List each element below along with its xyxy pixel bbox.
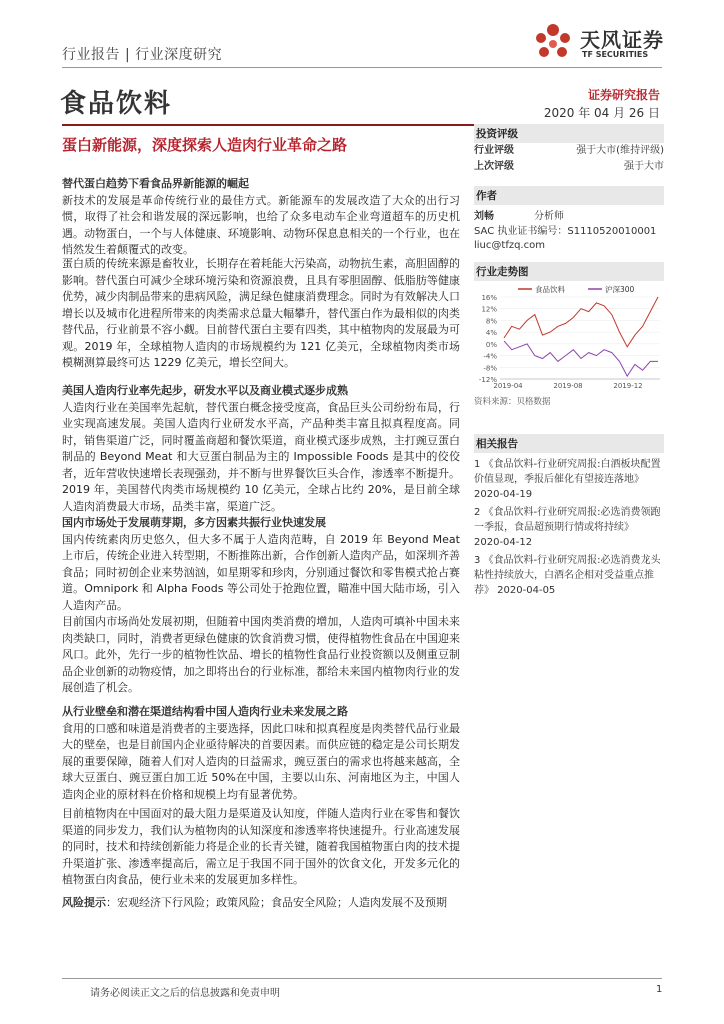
paragraph: 目前植物肉在中国面对的最大阻力是渠道及认知度，伴随人造肉行业在零售和餐饮渠道的同步发力，我们认为植物肉的认知深度和渗透率将快速提升。行业高速发展的同时，技术和持续创新能力将是企业的长青关键，随着我国植物蛋白肉的技术提升渠道扩张、渗透率提高后，需立足于我国不同于国外的饮食文化，开发多元化的植物蛋白肉食品，使行业未来的发展更加多样性。 (62, 807, 460, 886)
y-tick-label: 4% (485, 329, 497, 338)
header-divider (62, 67, 662, 68)
prev-rating-label: 上次评级 (474, 161, 514, 172)
trend-chart (474, 283, 664, 393)
report-category: 行业报告 | 行业深度研究 (62, 47, 223, 63)
related-heading: 相关报告 (474, 434, 664, 453)
section-1 (62, 176, 460, 259)
industry-rating-value: 强于大市(维持评级) (576, 145, 664, 156)
chart-source: 资料来源：贝格数据 (474, 397, 551, 407)
sector-title: 食品饮料 (60, 89, 173, 119)
logo-text-en: TF SECURITIES (582, 50, 649, 59)
section-4b (62, 806, 460, 889)
risk-label: 风险提示 (62, 896, 106, 909)
industry-rating-label: 行业评级 (474, 145, 514, 156)
prev-rating-value: 强于大市 (624, 161, 664, 172)
page-number: 1 (656, 984, 663, 995)
legend-label: 食品饮料 (535, 285, 565, 294)
legend-label: 沪深300 (605, 285, 635, 294)
x-tick-label: 2019-04 (493, 382, 523, 390)
brand-logo (530, 22, 670, 66)
author-role: 分析师 (534, 211, 564, 222)
related-report[interactable]: 2 《食品饮料-行业研究周报:必选消费领跑一季报，食品超预期行情或将持续》 2020-04-12 (474, 507, 661, 548)
author-name: 刘畅 (474, 211, 494, 222)
sidebar-related (474, 434, 664, 598)
y-tick-label: 8% (485, 317, 497, 326)
paragraph: 人造肉行业在美国率先起航，替代蛋白概念接受度高，食品巨头公司纷纷布局，行业实现高速发展。美国人造肉行业研发水平高，产品种类丰富且拟真程度高。同时，销售渠道广泛，同时覆盖商超和餐饮渠道，商业模式逐步成熟，主打豌豆蛋白制品的 Beyond Meat 和大豆蛋白制品为主的 Impossible Foods 是其中的佼佼者，近年营收快速增长表现强劲，并不断与世界餐饮巨头合作，渗透率不断提升。2019 年，美国替代肉类市场规模约 10 亿美元，全球占比约 20%，是目前全球人造肉消费最大市场，品类丰富，渠道广泛。 (62, 400, 460, 513)
author-heading: 作者 (474, 186, 664, 205)
y-tick-label: 0% (485, 340, 497, 349)
logo-text: 天风证券 (580, 28, 664, 52)
series-line (504, 341, 658, 376)
paragraph: 新技术的发展是革命传统行业的最佳方式。新能源车的发展改造了大众的出行习惯，取得了社会和谐发展的深远影响，也给了众多电动车企业弯道超车的历史机遇。动物蛋白，一个与人体健康、环境影响、动物环保息息相关的一个行业，也在悄然发生着颠覆式的改变。 (62, 193, 460, 256)
trend-heading: 行业走势图 (474, 262, 664, 281)
author-email[interactable]: liuc@tfzq.com (474, 240, 545, 251)
section-3 (62, 515, 460, 614)
y-tick-label: -12% (478, 376, 497, 384)
report-type: 证券研究报告 (587, 88, 660, 102)
related-report[interactable]: 1 《食品饮料-行业研究周报:白酒板块配置价值显现，季报后催化有望接连落地》 2020-04-19 (474, 459, 661, 500)
industry-rating-row (474, 143, 664, 159)
sidebar-rating (474, 124, 664, 175)
rating-heading: 投资评级 (474, 124, 664, 143)
report-title: 蛋白新能源，深度探索人造肉行业革命之路 (62, 136, 348, 154)
section-heading: 国内市场处于发展萌芽期，多方因素共振行业快速发展 (62, 516, 326, 529)
section-4 (62, 704, 460, 803)
y-tick-label: 16% (481, 294, 497, 302)
section-heading: 从行业壁垒和潜在渠道结构看中国人造肉行业未来发展之路 (62, 705, 348, 718)
logo-petal-icon (530, 22, 576, 66)
prev-rating-row (474, 159, 664, 175)
risk-section (62, 895, 460, 912)
paragraph: 蛋白质的传统来源是畜牧业，长期存在着耗能大污染高，动物抗生素，高胆固醇的影响。替代蛋白可减少全球环境污染和资源浪费，且具有零胆固醇、低脂肪等健康优势，减少肉制品带来的患病风险，满足绿色健康消费理念。同时为有效解决人口增长以及城市化进程所带来的肉类需求总量大幅攀升，替代蛋白作为最相似的肉类替代品，行业前景不容小觑。目前替代蛋白主要有四类，其中植物肉的发展最为可观。2019 年，全球植物人造肉的市场规模约为 121 亿美元，全球植物肉类市场模糊测算最终可达 1229 亿美元，增长空间大。 (62, 257, 460, 369)
footer-disclaimer: 请务必阅读正文之后的信息披露和免责申明 (90, 988, 280, 999)
sidebar-trend (474, 262, 664, 407)
risk-text: ：宏观经济下行风险；政策风险；食品安全风险；人造肉发展不及预期 (106, 896, 447, 909)
footer-divider (62, 978, 662, 979)
paragraph: 国内传统素肉历史悠久，但大多不属于人造肉范畴，自 2019 年 Beyond Meat 上市后，传统企业进入转型期，不断推陈出新，合作创新人造肉产品，如深圳齐善食品；同时初创企业来势汹汹，如星期零和珍肉，分别通过餐饮和零售模式抢占赛道。Omnipork 和 Alpha Foods 等公司处于抢跑位置，瞄准中国大陆市场，引入人造肉产品。 (62, 532, 460, 612)
y-tick-label: 12% (481, 305, 497, 314)
paragraph: 食用的口感和味道是消费者的主要选择，因此口味和拟真程度是肉类替代品行业最大的壁垒，也是目前国内企业亟待解决的首要因素。而供应链的稳定是公司长期发展的重要保障，随着人们对人造肉的日益需求，豌豆蛋白的需求也将越来越高，全球大豆蛋白、豌豆蛋白加工近 50%在中国，主要以山东、河南地区为主，中国人造肉企业的原材料在价格和规模上均有显著优势。 (62, 721, 460, 801)
author-cert: SAC 执业证书编号：S1110520010001 (474, 226, 657, 237)
section-1b (62, 256, 460, 372)
section-heading: 替代蛋白趋势下看食品界新能源的崛起 (62, 177, 249, 190)
sidebar-author (474, 186, 664, 253)
x-tick-label: 2019-12 (613, 382, 643, 390)
paragraph: 目前国内市场尚处发展初期，但随着中国肉类消费的增加，人造肉可填补中国未来肉类缺口，同时，消费者更绿色健康的饮食消费习惯，使得植物性食品在中国迎来风口。此外，先行一步的植物性饮品、增长的植物性食品行业投资额以及侧重豆制品企业创新的动物疫情，加之即将出台的行业标准，都给未来国内植物肉行业的发展创造了机会。 (62, 615, 460, 694)
section-3b (62, 614, 460, 697)
author-row (474, 209, 664, 225)
report-date: 2020 年 04 月 26 日 (543, 106, 660, 120)
related-report[interactable]: 3 《食品饮料-行业研究周报:必选消费龙头粘性持续放大，白酒名企相对受益重点推荐》 2020-04-05 (474, 555, 661, 596)
x-tick-label: 2019-08 (553, 382, 583, 390)
section-heading: 美国人造肉行业率先起步，研发水平以及商业模式逐步成熟 (62, 384, 348, 397)
y-tick-label: -4% (483, 352, 497, 361)
section-2 (62, 383, 460, 515)
series-line (504, 297, 658, 347)
y-tick-label: -8% (483, 364, 497, 373)
